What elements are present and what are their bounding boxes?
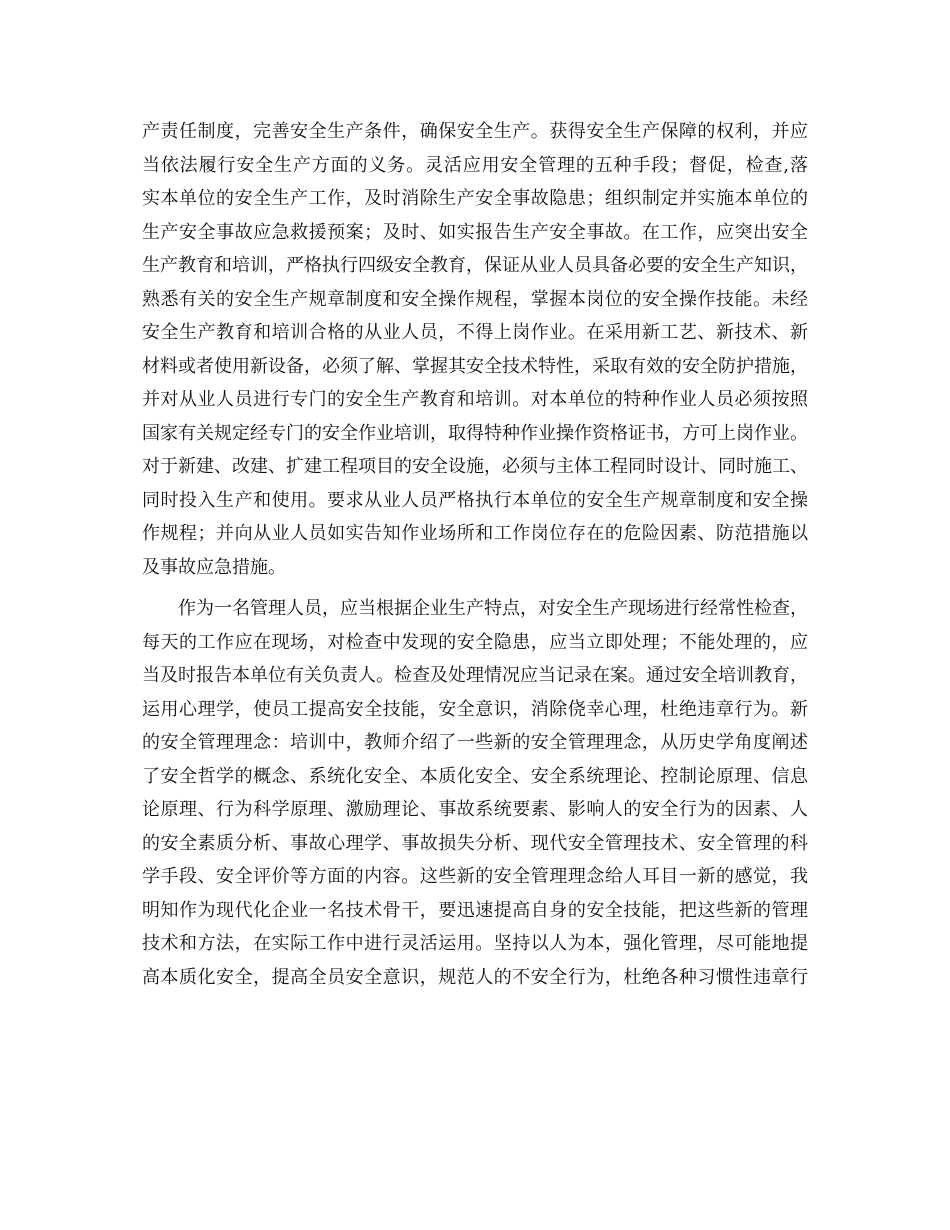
text-line: 产责任制度，完善安全生产条件，确保安全生产。获得安全生产保障的权利，并应 [142, 121, 808, 142]
text-line: 当依法履行安全生产方面的义务。灵活应用安全管理的五种手段；督促，检查,落 [142, 154, 808, 176]
text-line: 作规程；并向从业人员如实告知作业场所和工作岗位存在的危险因素、防范措施以 [142, 523, 808, 544]
text-line: 技术和方法，在实际工作中进行灵活运用。坚持以人为本，强化管理，尽可能地提 [142, 933, 808, 954]
text-line: 每天的工作应在现场，对检查中发现的安全隐患，应当立即处理；不能处理的，应 [142, 631, 808, 653]
paragraph-1 [142, 115, 808, 584]
paragraph-2 [142, 592, 808, 994]
text-line: 熟悉有关的安全生产规章制度和安全操作规程，掌握本岗位的安全操作技能。未经 [142, 288, 808, 310]
paragraph-gap [142, 584, 808, 592]
text-line: 高本质化安全，提高全员安全意识，规范人的不安全行为，杜绝各种习惯性违章行 [142, 966, 808, 988]
text-line: 明知作为现代化企业一名技术骨干，要迅速提高自身的安全技能，把这些新的管理 [142, 899, 808, 921]
text-line: 并对从业人员进行专门的安全生产教育和培训。对本单位的特种作业人员必须按照 [142, 389, 808, 410]
text-line: 当及时报告本单位有关负责人。检查及处理情况应当记录在案。通过安全培训教育， [142, 665, 808, 686]
text-line: 及事故应急措施。 [142, 556, 286, 578]
text-line: 同时投入生产和使用。要求从业人员严格执行本单位的安全生产规章制度和安全操 [142, 489, 808, 511]
text-line: 的安全管理理念：培训中，教师介绍了一些新的安全管理理念，从历史学角度阐述 [142, 732, 808, 753]
text-line: 生产教育和培训，严格执行四级安全教育，保证从业人员具备必要的安全生产知识， [142, 255, 808, 276]
text-line: 国家有关规定经专门的安全作业培训，取得特种作业操作资格证书，方可上岗作业。 [142, 422, 808, 444]
document-body [142, 115, 808, 994]
text-line: 实本单位的安全生产工作，及时消除生产安全事故隐患；组织制定并实施本单位的 [142, 188, 808, 209]
text-line: 材料或者使用新设备，必须了解、掌握其安全技术特性，采取有效的安全防护措施， [142, 355, 808, 377]
text-line: 对于新建、改建、扩建工程项目的安全设施，必须与主体工程同时设计、同时施工、 [142, 456, 808, 477]
text-line: 生产安全事故应急救援预案；及时、如实报告生产安全事故。在工作，应突出安全 [142, 221, 808, 243]
text-line: 论原理、行为科学原理、激励理论、事故系统要素、影响人的安全行为的因素、人 [142, 799, 808, 820]
text-line: 了安全哲学的概念、系统化安全、本质化安全、安全系统理论、控制论原理、信息 [142, 765, 808, 787]
text-line: 安全生产教育和培训合格的从业人员，不得上岗作业。在采用新工艺、新技术、新 [142, 322, 808, 343]
text-line: 运用心理学，使员工提高安全技能，安全意识，消除侥幸心理，杜绝违章行为。新 [142, 698, 808, 720]
text-line: 学手段、安全评价等方面的内容。这些新的安全管理理念给人耳目一新的感觉，我 [142, 866, 808, 887]
text-line: 作为一名管理人员，应当根据企业生产特点，对安全生产现场进行经常性检查， [178, 598, 808, 619]
text-line: 的安全素质分析、事故心理学、事故损失分析、现代安全管理技术、安全管理的科 [142, 832, 808, 854]
